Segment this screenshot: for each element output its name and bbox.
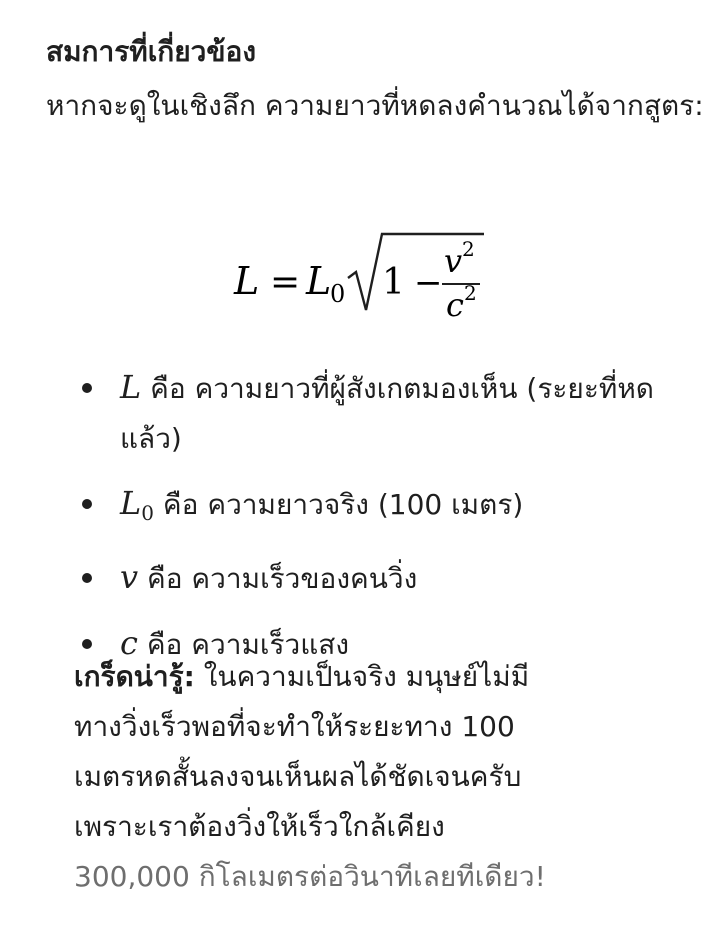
definition-text: คือ ความเร็วแสง: [146, 628, 350, 661]
bullet-dot: [82, 573, 92, 583]
definition-text: คือ ความเร็วของคนวิ่ง: [146, 562, 418, 595]
symbol-l0-sub: 0: [141, 501, 154, 525]
definition-text-continued: แล้ว): [120, 422, 182, 455]
list-item: [46, 552, 686, 604]
symbol-v: v: [120, 558, 139, 596]
definition-list: [46, 362, 686, 684]
formula-minus: −: [414, 263, 443, 303]
formula-svg: [224, 192, 524, 332]
formula-one: 1: [382, 262, 405, 303]
definition-text: คือ ความยาวที่ผู้สังเกตมองเห็น (ระยะที่หด: [150, 372, 654, 405]
formula-numerator-exp: 2: [462, 237, 475, 261]
symbol-l0: [120, 484, 154, 525]
intro-text: หากจะดูในเชิงลึก ความยาวที่หดลงคำนวณได้จากสูตร:: [46, 89, 704, 123]
length-contraction-formula: [46, 192, 686, 332]
formula-denominator-exp: 2: [464, 281, 477, 305]
formula-numerator: v: [444, 242, 463, 280]
bullet-dot: [82, 383, 92, 393]
fun-fact-line-1: ในความเป็นจริง มนุษย์ไม่มี: [194, 660, 530, 693]
symbol-l0-base: L: [120, 484, 142, 522]
formula-lhs: L: [234, 259, 260, 303]
fun-fact-line-2: ทางวิ่งเร็วพอที่จะทำให้ระยะทาง 100: [74, 710, 515, 743]
list-item: [46, 362, 686, 464]
bullet-dot: [82, 639, 92, 649]
definition-text: คือ ความยาวจริง (100 เมตร): [162, 488, 524, 521]
fun-fact-line-5: 300,000 กิโลเมตรต่อวินาทีเลยทีเดียว!: [74, 860, 546, 893]
formula-l0-base: L: [306, 259, 332, 303]
section-heading: สมการที่เกี่ยวข้อง: [46, 35, 256, 68]
formula-l0-sub: 0: [330, 280, 346, 308]
symbol-l: L: [120, 368, 142, 406]
bullet-dot: [82, 499, 92, 509]
fun-fact-line-4: เพราะเราต้องวิ่งให้เร็วใกล้เคียง: [74, 810, 445, 843]
formula-equals: =: [270, 262, 301, 303]
fun-fact-label: เกร็ดน่ารู้:: [74, 660, 195, 693]
formula-denominator: c: [446, 286, 464, 324]
fun-fact-line-3: เมตรหดสั้นลงจนเห็นผลได้ชัดเจนครับ: [74, 760, 522, 793]
list-item: [46, 478, 686, 538]
content-area: [46, 32, 704, 662]
symbol-c: c: [120, 624, 138, 662]
fun-fact-paragraph: [74, 652, 634, 902]
